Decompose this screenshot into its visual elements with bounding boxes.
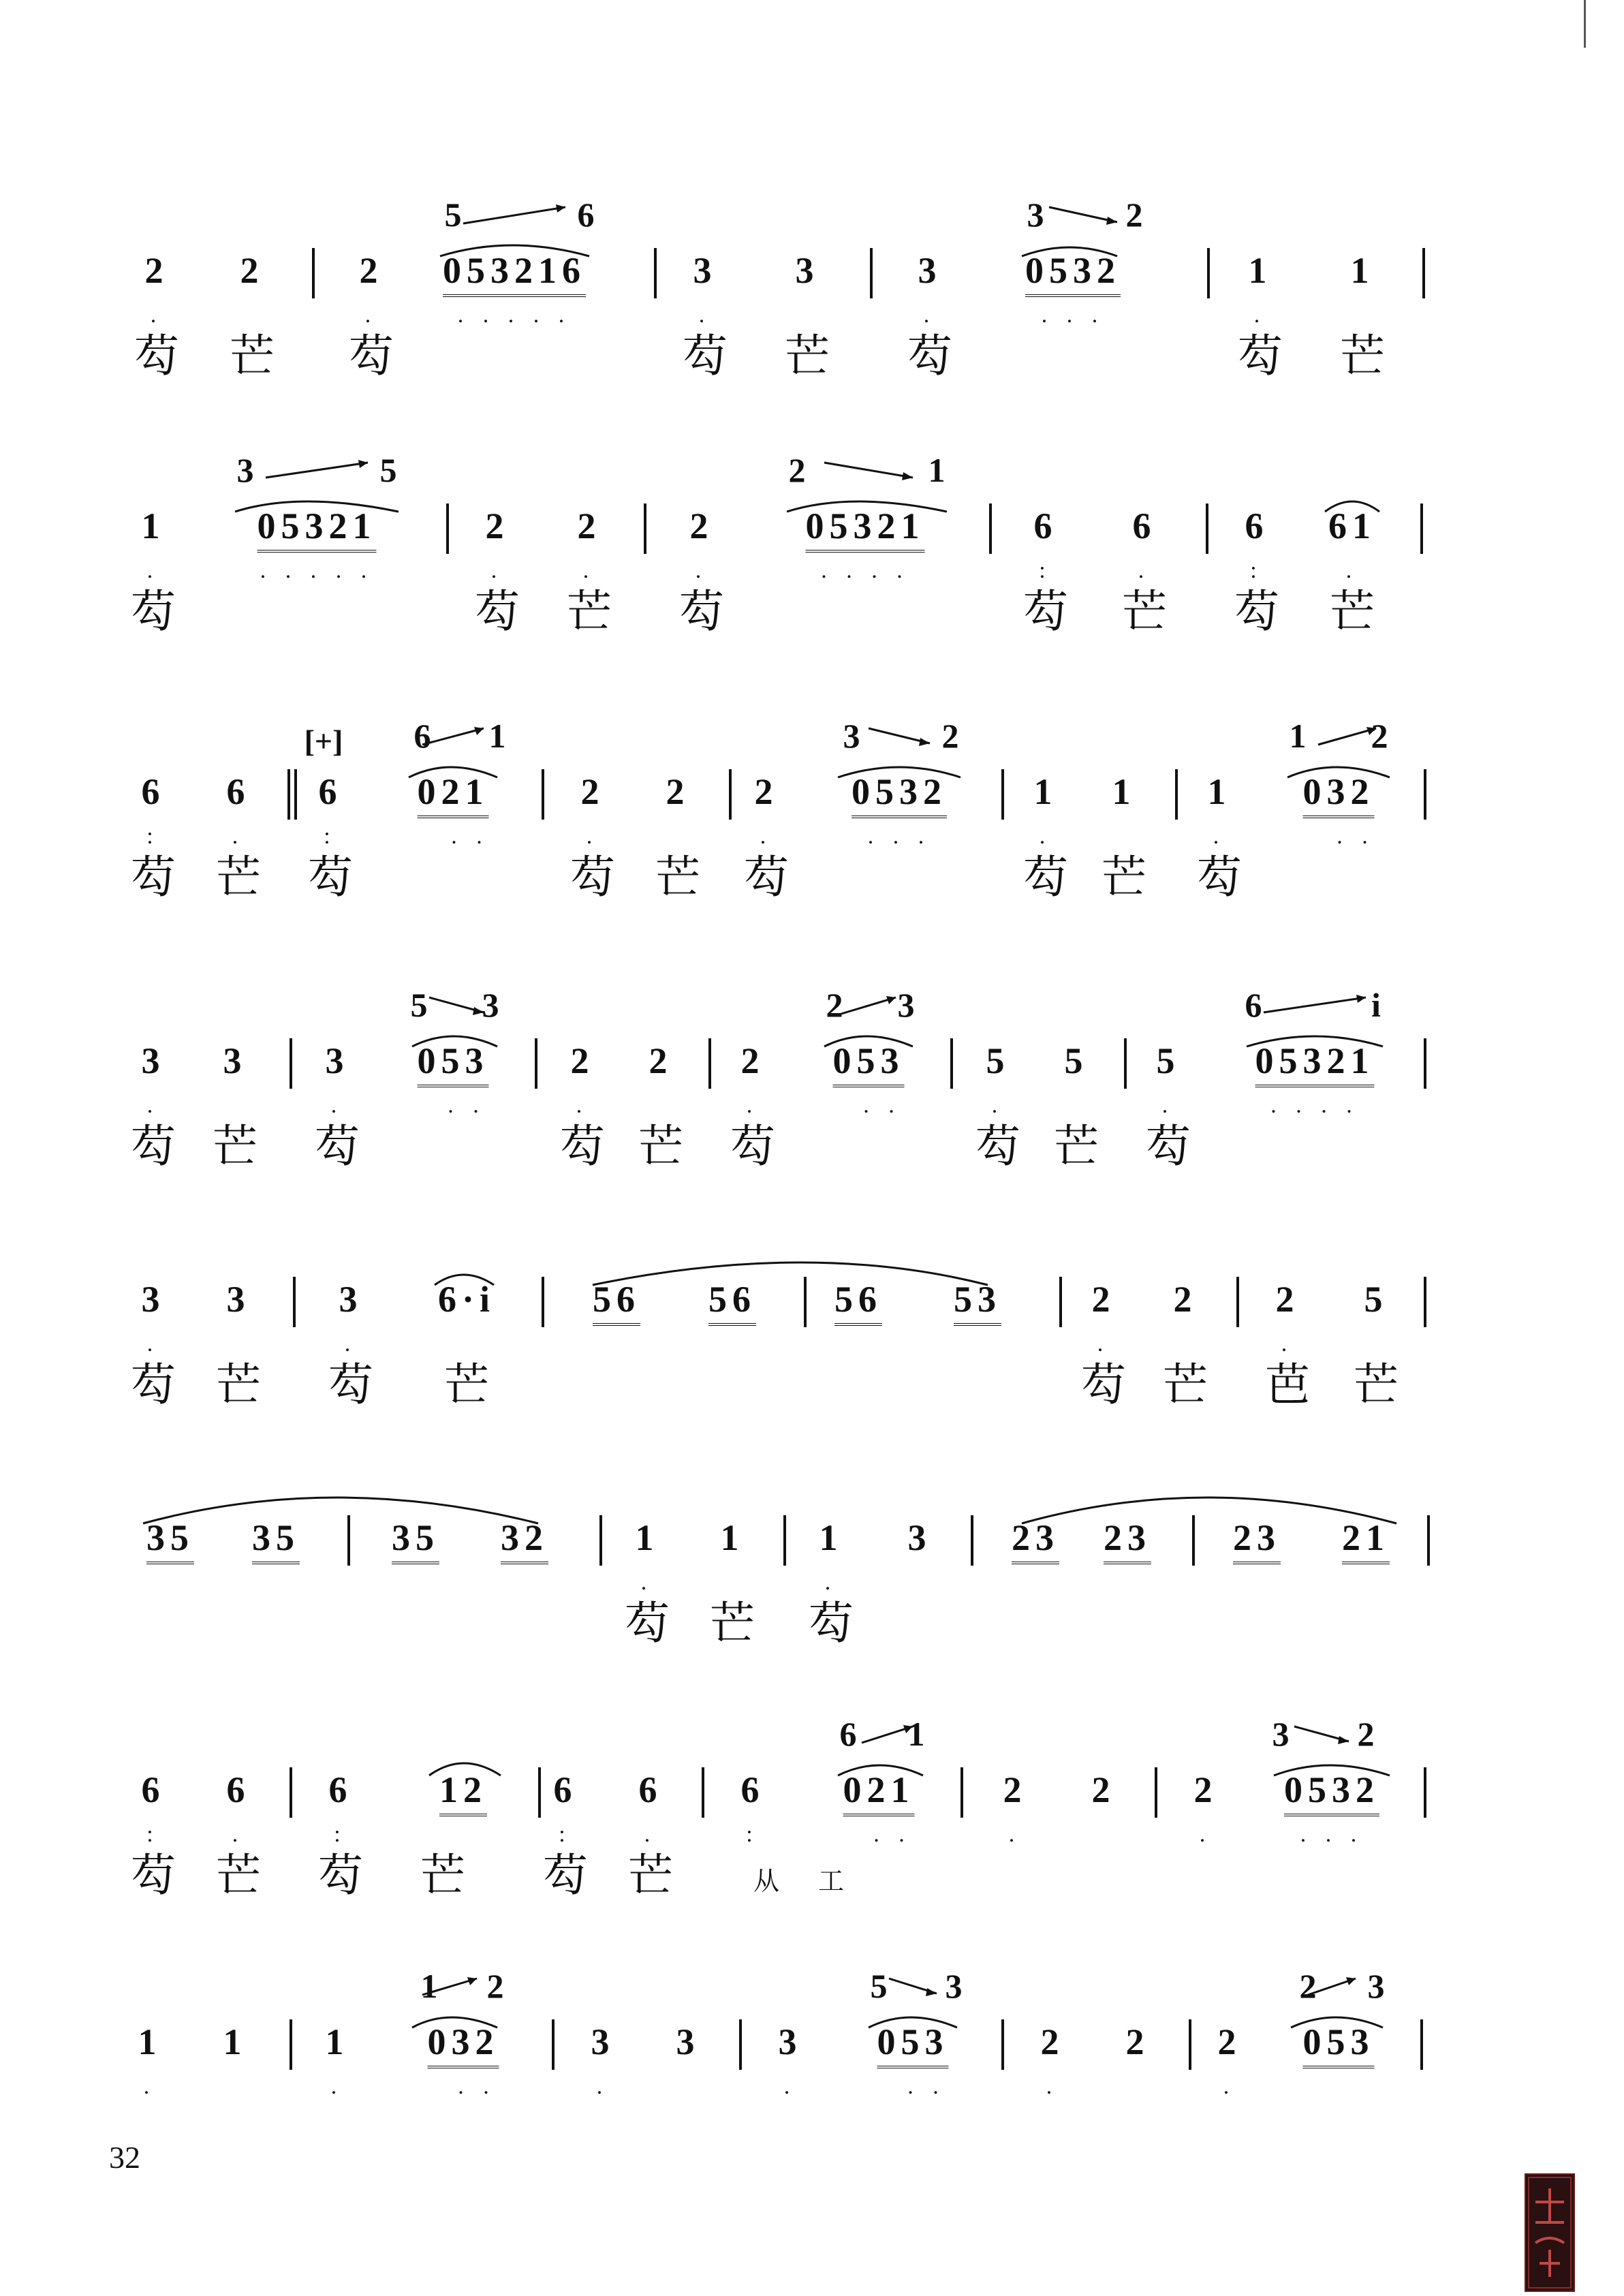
octave-dot: . . . (867, 824, 931, 849)
octave-dot: : (559, 1822, 572, 1847)
note-group: 053 (1303, 2023, 1375, 2068)
octave-dot: . . . (1300, 1822, 1364, 1847)
barline (1424, 1038, 1426, 1089)
note: 3 (223, 1040, 247, 1081)
note: 2 (666, 771, 690, 812)
barline (1175, 769, 1178, 820)
octave-dot: . (698, 302, 712, 328)
note: 2 (1125, 2021, 1150, 2062)
note-group: 05321 (257, 508, 377, 553)
note: 1 (1112, 771, 1136, 812)
note: 2 (1003, 1769, 1027, 1810)
arrow-start: 6 (1245, 986, 1262, 1024)
tablature-row (129, 851, 1465, 937)
arrow-end: 6 (577, 196, 595, 234)
barline (1124, 1038, 1127, 1089)
arrow-start: 2 (826, 986, 843, 1024)
octave-dot: . (991, 1093, 1005, 1118)
note: 3 (141, 1040, 166, 1081)
octave-dot: : (1250, 558, 1264, 583)
barline (599, 1515, 602, 1566)
tablature-row (129, 1849, 1465, 1935)
octave-dot: . (232, 1822, 245, 1847)
note-group: 032 (1303, 773, 1375, 818)
note: 1 (138, 2021, 162, 2062)
note: 5 (1364, 1279, 1388, 1320)
octave-dot: . (1008, 1822, 1022, 1847)
octave-dot: : (1039, 558, 1052, 583)
tab-char: 芶 (744, 851, 789, 903)
note-group: 021 (843, 1771, 915, 1816)
barline (293, 1277, 296, 1327)
tablature-row (129, 1597, 1465, 1683)
octave-dot: . . . . (821, 558, 909, 583)
tab-char: 芒 (1054, 1120, 1099, 1173)
octave-dot: . (640, 1570, 654, 1595)
note: 3 (693, 250, 717, 291)
tab-char: 芒 (1102, 851, 1146, 903)
note-group: 0532 (852, 773, 947, 818)
octave-dot: : (324, 824, 337, 849)
tab-char: 芒 (1122, 585, 1167, 638)
barline (538, 1767, 541, 1818)
arrow-start: 1 (420, 1967, 438, 2005)
octave-dot: : (746, 1822, 760, 1847)
arrow-start: 2 (788, 451, 806, 489)
arrow-end: 1 (928, 451, 946, 489)
octave-dot: . . (907, 2074, 946, 2099)
tab-char: 芶 (730, 1120, 775, 1173)
barline (552, 2019, 555, 2070)
octave-dot: . (146, 1331, 160, 1356)
arrow-start: 6 (839, 1715, 857, 1753)
octave-dot: : (334, 1822, 347, 1847)
octave-dot: . (364, 302, 378, 328)
octave-dot: . . (451, 824, 489, 849)
barline (702, 1767, 704, 1818)
tab-char: 芒 (216, 1849, 261, 1902)
barline (1420, 503, 1423, 554)
tab-char: 芶 (131, 1359, 176, 1411)
octave-dot: . (923, 302, 937, 328)
note: 2 (649, 1040, 673, 1081)
note: 3 (226, 1279, 251, 1320)
arrow-end: 3 (945, 1967, 963, 2005)
note: 1 (720, 1517, 745, 1558)
tablature-row (129, 1359, 1465, 1444)
note-group: 53 (954, 1281, 1001, 1326)
barline (1207, 248, 1210, 298)
arrow-end: i (1371, 986, 1381, 1024)
note: 3 (907, 1517, 932, 1558)
note: 6 (1033, 506, 1058, 546)
note: 2 (485, 506, 510, 546)
tab-char: 芶 (1234, 585, 1279, 638)
barline (783, 1515, 786, 1566)
note: 3 (141, 1279, 166, 1320)
note: 6 (328, 1769, 353, 1810)
note: 2 (1193, 1769, 1218, 1810)
note: 61 (1328, 506, 1376, 546)
note: 2 (144, 250, 169, 291)
barline (535, 1038, 537, 1089)
arrow-start: 5 (444, 196, 462, 234)
tab-char: 芶 (560, 1120, 605, 1173)
octave-dot: . (1097, 1331, 1110, 1356)
octave-dot: . . . . . (260, 558, 374, 583)
note: 2 (689, 506, 714, 546)
octave-dot: . (783, 2074, 797, 2099)
barline (1206, 503, 1208, 554)
tab-char: 芶 (475, 585, 520, 638)
arrow-end: 3 (482, 986, 499, 1024)
octave-dot: . (1046, 2074, 1059, 2099)
tab-char: 芶 (1023, 585, 1068, 638)
tab-char: 从 (753, 1866, 780, 1896)
tab-char: 芶 (679, 585, 724, 638)
note-group: 0532 (1025, 252, 1121, 297)
note: 6·i (437, 1279, 496, 1320)
tab-char: 芒 (216, 1359, 261, 1411)
octave-dot: . (576, 1093, 589, 1118)
arrow-start: 3 (1027, 196, 1044, 234)
tab-char: 芒 (444, 1359, 489, 1411)
note: 6 (638, 1769, 663, 1810)
note: 1 (325, 2021, 349, 2062)
barline (347, 1515, 350, 1566)
octave-dot: . (1253, 302, 1267, 328)
note: 2 (577, 506, 602, 546)
octave-dot: : (146, 1822, 160, 1847)
octave-dot: . . (458, 2074, 496, 2099)
note: 3 (325, 1040, 349, 1081)
note: 5 (1156, 1040, 1181, 1081)
tab-char: 芶 (131, 1120, 176, 1173)
tab-char: 工 (817, 1866, 845, 1896)
note: 2 (754, 771, 779, 812)
note: 2 (580, 771, 605, 812)
barline (1001, 2019, 1004, 2070)
barline (290, 1767, 292, 1818)
note-group: 35 (392, 1519, 439, 1564)
tab-char: 芒 (628, 1849, 673, 1902)
arrow-end: 2 (1125, 196, 1143, 234)
barline (1001, 769, 1004, 820)
note-group: 053 (877, 2023, 949, 2068)
note-group: 021 (418, 773, 489, 818)
tab-char: 芶 (625, 1597, 670, 1649)
tab-char: 芒 (785, 330, 830, 382)
note-group: 23 (1233, 1519, 1281, 1564)
octave-dot: . (330, 2074, 344, 2099)
barline (1424, 769, 1426, 820)
note: 3 (778, 2021, 802, 2062)
tab-char: 芶 (570, 851, 615, 903)
note: 2 (740, 1040, 765, 1081)
note: 1 (635, 1517, 659, 1558)
arrow-end: 2 (1371, 717, 1388, 755)
tab-char: 芶 (131, 585, 176, 638)
tab-char: 芶 (315, 1120, 360, 1173)
octave-dot: . (644, 1822, 657, 1847)
barline (961, 1767, 963, 1818)
section-mark: [+] (304, 724, 343, 758)
note: 2 (1275, 1279, 1300, 1320)
arrow-end: 3 (1367, 1967, 1385, 2005)
note-group: 21 (1342, 1519, 1390, 1564)
octave-dot: . . (863, 1093, 901, 1118)
octave-dot: . (330, 1093, 344, 1118)
note: 5 (986, 1040, 1010, 1081)
arrow-end: 1 (907, 1715, 925, 1753)
tab-char: 芒 (1340, 330, 1385, 382)
seal-stamp (1525, 2173, 1575, 2292)
tab-char: 芒 (1163, 1359, 1208, 1411)
tab-char: 芶 (809, 1597, 854, 1649)
tab-char: 芒 (655, 851, 700, 903)
barline (1422, 248, 1425, 298)
octave-dot: . . (873, 1822, 911, 1847)
barline (1189, 2019, 1191, 2070)
barline (290, 1038, 292, 1089)
barline (1427, 1515, 1430, 1566)
note: 1 (1248, 250, 1272, 291)
note: 6 (226, 1769, 251, 1810)
octave-dot: . (746, 1093, 760, 1118)
note-group: 23 (1012, 1519, 1059, 1564)
octave-dot: . (1223, 2074, 1236, 2099)
octave-dot: . (1281, 1331, 1294, 1356)
octave-dot: : (146, 824, 160, 849)
arrow-start: 2 (1299, 1967, 1317, 2005)
barline (654, 248, 657, 298)
note-group: 56 (834, 1281, 882, 1326)
arrow-end: 2 (486, 1967, 504, 2005)
arrow-start: 3 (843, 717, 860, 755)
note: 1 (223, 2021, 247, 2062)
tab-char: 芒 (638, 1120, 683, 1173)
tab-char: 芶 (683, 330, 728, 382)
tab-char: 芶 (308, 851, 353, 903)
tab-char: 芶 (131, 851, 176, 903)
tab-char: 芒 (213, 1120, 257, 1173)
tab-char: 芭 (1265, 1359, 1310, 1411)
tab-char: 芶 (1146, 1120, 1191, 1173)
octave-dot: . (582, 558, 596, 583)
octave-dot: . (760, 824, 773, 849)
page-number: 32 (109, 2140, 140, 2175)
barline (1059, 1277, 1062, 1327)
octave-dot: . (1199, 1822, 1213, 1847)
note-group: 05321 (806, 508, 925, 553)
arrow-end: 2 (941, 717, 959, 755)
note-group: 23 (1104, 1519, 1151, 1564)
tab-char: 芶 (543, 1849, 588, 1902)
arrow-start: 5 (410, 986, 428, 1024)
tab-char: 芶 (134, 330, 179, 382)
note: 2 (1040, 2021, 1065, 2062)
note: 1 (1207, 771, 1232, 812)
tab-char: 芒 (420, 1849, 465, 1902)
octave-dot: . (1213, 824, 1226, 849)
octave-dot: . . . (1041, 302, 1105, 328)
note-group: 053 (418, 1042, 489, 1087)
tab-char: 芶 (349, 330, 394, 382)
note-group: 12 (439, 1771, 487, 1816)
barline (989, 503, 992, 554)
arrow-start: 1 (1289, 717, 1307, 755)
barline (1236, 1277, 1239, 1327)
note: 2 (1091, 1769, 1116, 1810)
note: 3 (918, 250, 942, 291)
note: 1 (819, 1517, 843, 1558)
tab-char: 芶 (1238, 330, 1283, 382)
barline (542, 769, 544, 820)
note-group: 35 (252, 1519, 300, 1564)
tab-char: 芒 (230, 330, 275, 382)
arrow-start: 3 (236, 451, 254, 489)
note-group: 56 (593, 1281, 640, 1326)
barline (739, 2019, 742, 2070)
note: 6 (226, 771, 251, 812)
note-group: 56 (708, 1281, 756, 1326)
arrow-end: 3 (897, 986, 915, 1024)
note: 6 (141, 771, 166, 812)
note: 2 (1217, 2021, 1242, 2062)
octave-dot: . (1039, 824, 1052, 849)
note: 1 (1350, 250, 1375, 291)
barline (870, 248, 873, 298)
note-group: 05321 (1255, 1042, 1375, 1087)
octave-dot: . (1138, 558, 1151, 583)
tab-char: 芒 (1330, 585, 1375, 638)
arrow-end: 2 (1357, 1715, 1375, 1753)
barline (950, 1038, 953, 1089)
octave-dot: . (596, 2074, 610, 2099)
tab-char: 芶 (975, 1120, 1020, 1173)
note: 2 (240, 250, 264, 291)
octave-dot: . (695, 558, 708, 583)
note-group: 0532 (1284, 1771, 1379, 1816)
octave-dot: . (824, 1570, 838, 1595)
octave-dot: . (232, 824, 245, 849)
note: 3 (339, 1279, 363, 1320)
tab-char: 芶 (328, 1359, 373, 1411)
octave-dot: . (1345, 558, 1359, 583)
barline (708, 1038, 711, 1089)
tab-char: 芒 (567, 585, 612, 638)
barline (1155, 1767, 1157, 1818)
note: 6 (553, 1769, 578, 1810)
notation-row (129, 2023, 1465, 2126)
barline (312, 248, 315, 298)
double-barline (287, 769, 297, 820)
octave-dot: . (143, 2074, 157, 2099)
note: 2 (359, 250, 384, 291)
octave-dot: . (1161, 1093, 1175, 1118)
tab-char: 芶 (907, 330, 952, 382)
tablature-row (129, 330, 1465, 416)
barline (1420, 2019, 1423, 2070)
tablature-row (129, 585, 1465, 671)
octave-dot: . (146, 1093, 160, 1118)
tab-char: 芶 (131, 1849, 176, 1902)
note-group: 032 (428, 2023, 499, 2068)
barline (1192, 1515, 1195, 1566)
barline (644, 503, 646, 554)
barline (729, 769, 732, 820)
note: 1 (1033, 771, 1058, 812)
note-group: 35 (146, 1519, 194, 1564)
note: 6 (1245, 506, 1269, 546)
tab-char: 芒 (216, 851, 261, 903)
barline (1424, 1277, 1426, 1327)
note: 5 (1064, 1040, 1089, 1081)
note: 3 (676, 2021, 700, 2062)
margin-line (1584, 0, 1586, 48)
note: 6 (141, 1769, 166, 1810)
barline (446, 503, 449, 554)
note-group: 32 (501, 1519, 548, 1564)
barline (971, 1515, 973, 1566)
barline (804, 1277, 807, 1327)
barline (1424, 1767, 1426, 1818)
octave-dot: . (150, 302, 163, 328)
tab-char: 芶 (1023, 851, 1068, 903)
note: 3 (795, 250, 819, 291)
note: 2 (570, 1040, 595, 1081)
arrow-start: 5 (870, 1967, 888, 2005)
octave-dot: . (146, 558, 160, 583)
tab-char: 芶 (1081, 1359, 1126, 1411)
arrow-start: 3 (1272, 1715, 1290, 1753)
note: 1 (141, 506, 166, 546)
tab-char: 芶 (318, 1849, 363, 1902)
barline (290, 2019, 292, 2070)
note-group: 053216 (443, 252, 586, 297)
tab-char: 芶 (1197, 851, 1242, 903)
arrow-end: 1 (488, 717, 506, 755)
seal-icon (1526, 2175, 1574, 2291)
note-group: 053 (833, 1042, 905, 1087)
note: 6 (1132, 506, 1157, 546)
note: 2 (1173, 1279, 1198, 1320)
arrow-start: 6 (413, 717, 431, 755)
note: 6 (318, 771, 343, 812)
octave-dot: . . . . . (457, 302, 572, 328)
tablature-row (129, 1120, 1465, 1206)
tab-char: 芒 (1354, 1359, 1399, 1411)
note: 6 (740, 1769, 765, 1810)
tab-char: 芒 (710, 1597, 755, 1649)
octave-dot: . . (448, 1093, 486, 1118)
octave-dot: . . (1337, 824, 1375, 849)
barline (542, 1277, 544, 1327)
octave-dot: . . . . (1270, 1093, 1359, 1118)
arrow-end: 5 (379, 451, 397, 489)
note: 3 (591, 2021, 615, 2062)
note: 2 (1091, 1279, 1116, 1320)
octave-dot: . (344, 1331, 358, 1356)
octave-dot: . (586, 824, 599, 849)
octave-dot: . (490, 558, 504, 583)
